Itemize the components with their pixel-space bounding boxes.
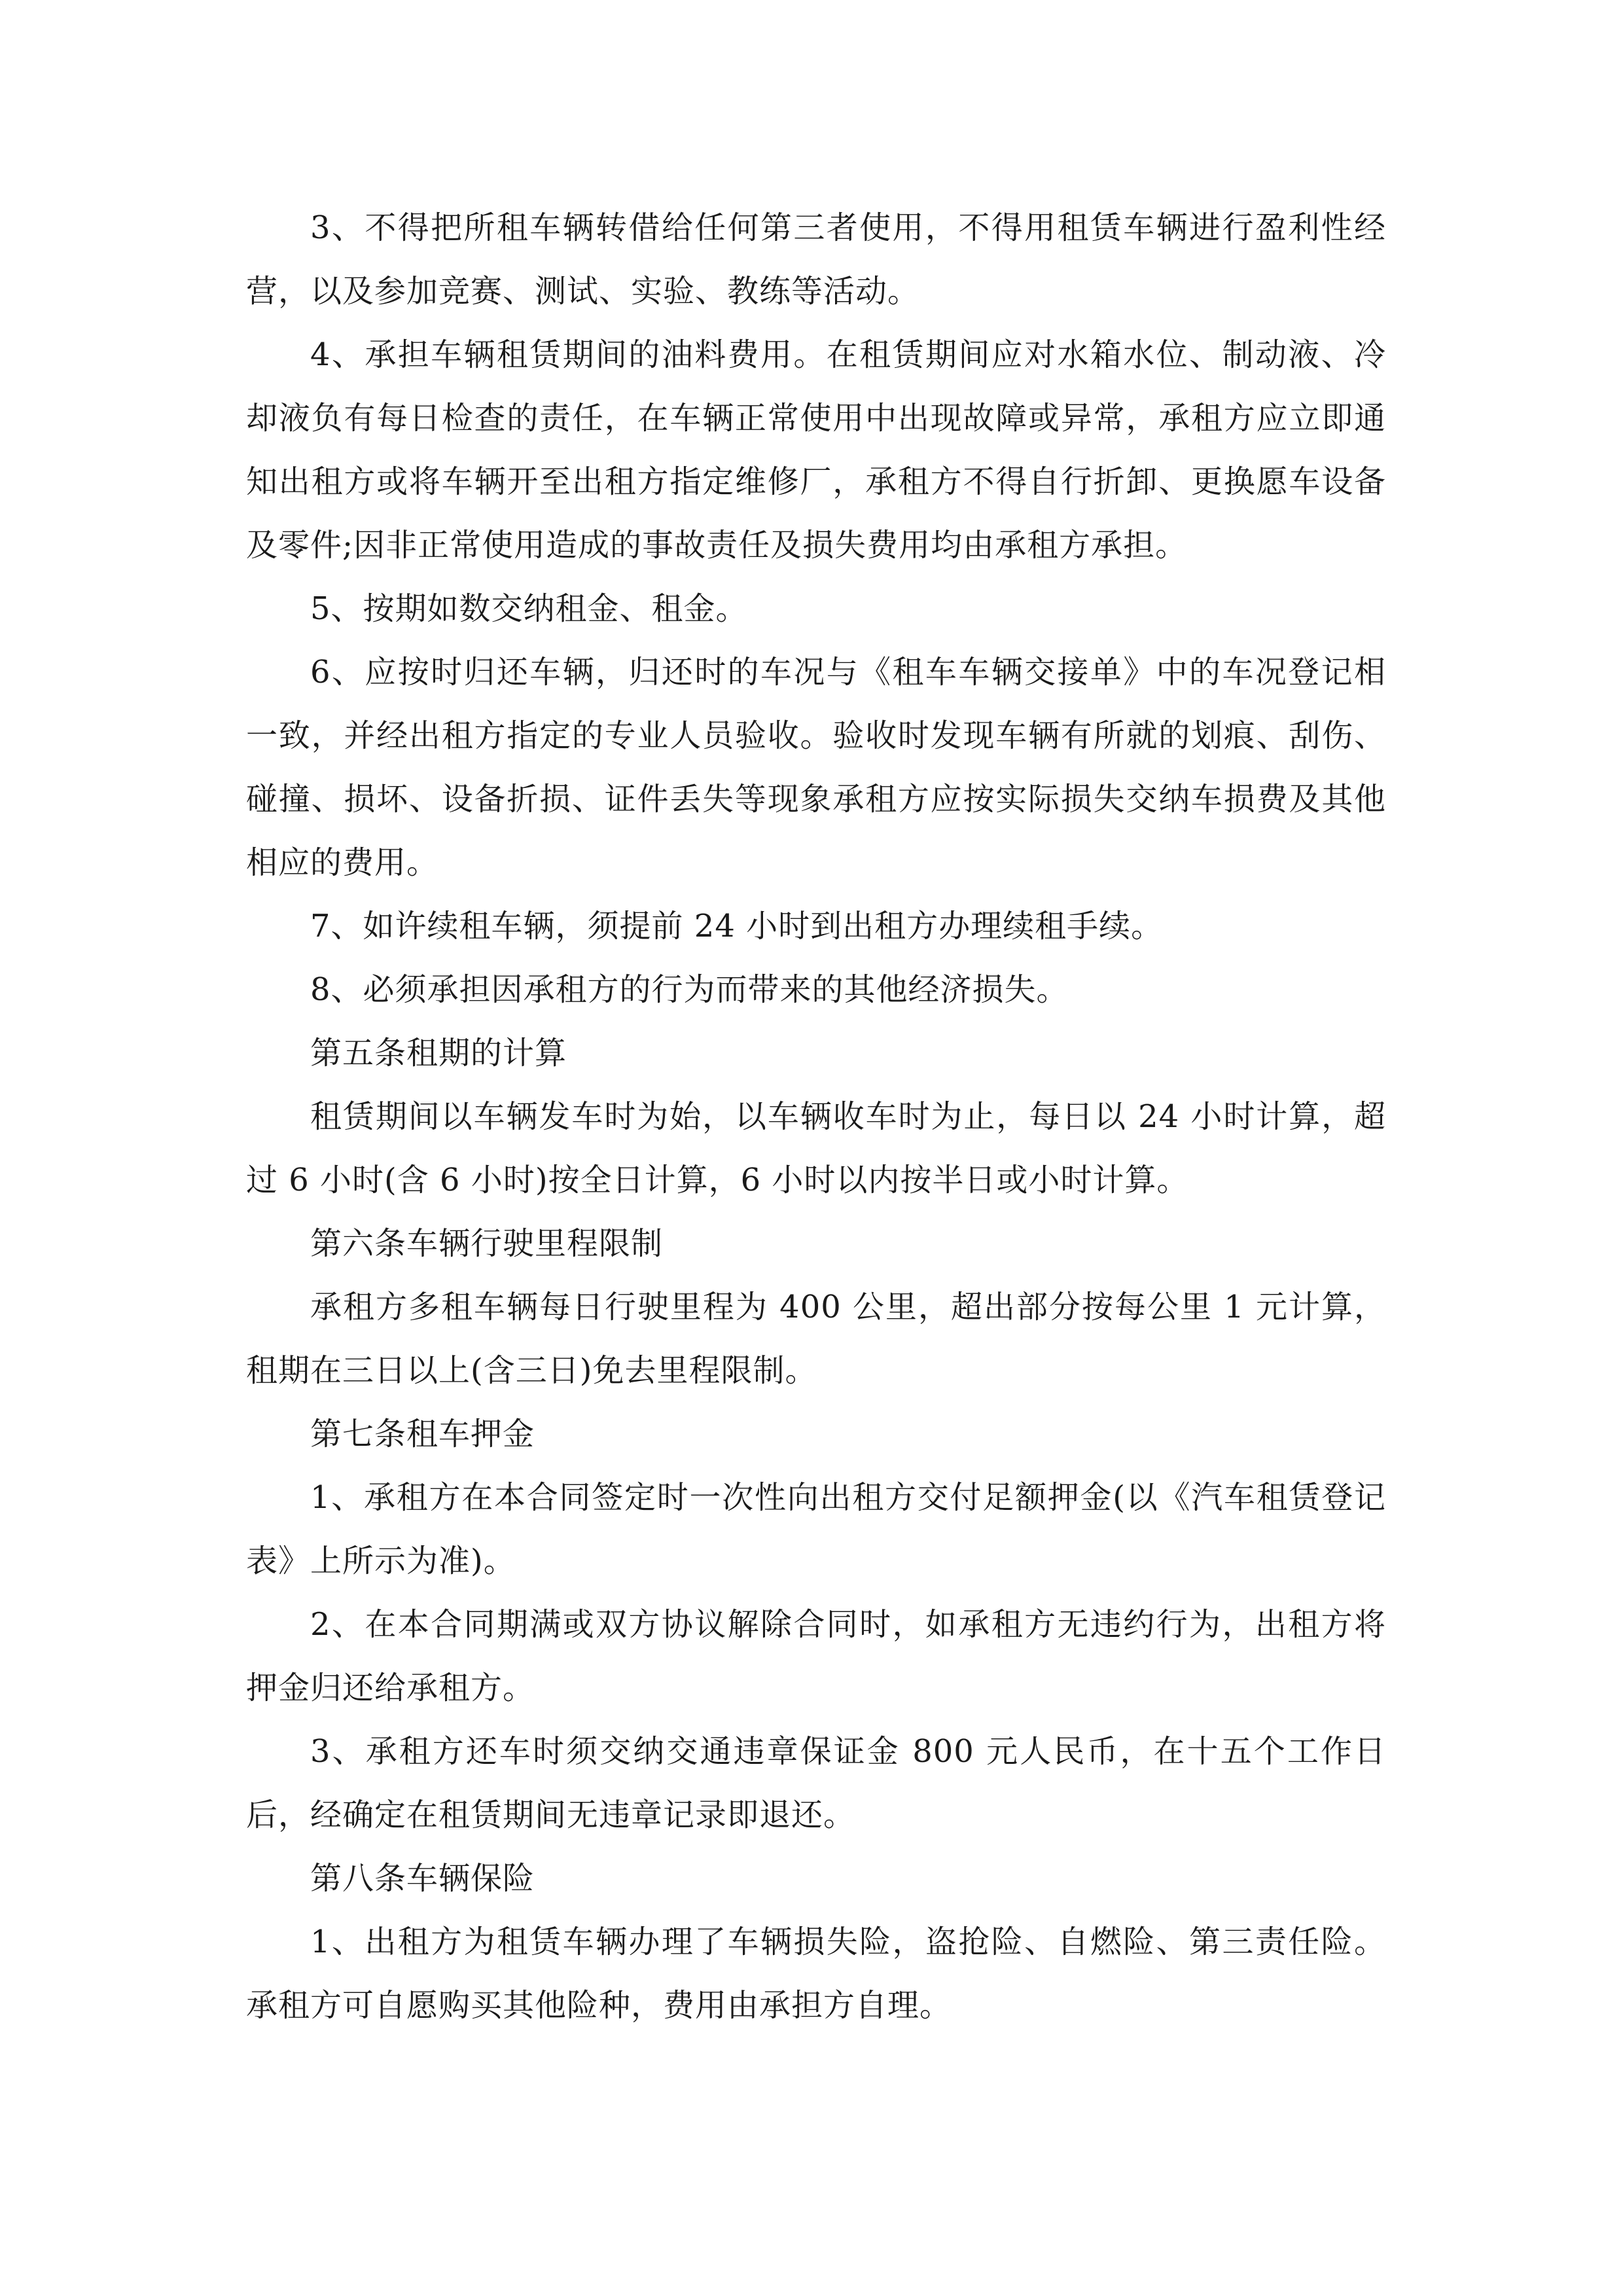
document-body (246, 196, 1386, 2037)
clause-item-4: 4、承担车辆租赁期间的油料费用。在租赁期间应对水箱水位、制动液、冷却液负有每日检查的责任，在车辆正常使用中出现故障或异常，承租方应立即通知出租方或将车辆开至出租方指定维修厂，承租方不得自行折卸、更换愿车设备及零件;因非正常使用造成的事故责任及损失费用均由承租方承担。 (246, 336, 1386, 564)
article-7-item-2: 2、在本合同期满或双方协议解除合同时，如承租方无违约行为，出租方将押金归还给承租方。 (246, 1606, 1386, 1706)
clause-item-8: 8、必须承担因承租方的行为而带来的其他经济损失。 (310, 971, 1069, 1008)
article-5-body: 租赁期间以车辆发车时为始，以车辆收车时为止，每日以 24 小时计算，超过 6 小时(含 6 小时)按全日计算，6 小时以内按半日或小时计算。 (246, 1098, 1386, 1198)
article-7-item-3: 3、承租方还车时须交纳交通违章保证金 800 元人民币，在十五个工作日后，经确定在租赁期间无违章记录即退还。 (246, 1733, 1386, 1833)
section-heading-article-6: 第六条车辆行驶里程限制 (310, 1225, 664, 1262)
section-heading-article-5: 第五条租期的计算 (310, 1035, 567, 1071)
section-heading-article-7: 第七条租车押金 (310, 1416, 535, 1452)
article-8-item-1: 1、出租方为租赁车辆办理了车辆损失险，盗抢险、自燃险、第三责任险。承租方可自愿购买其他险种，费用由承担方自理。 (246, 1924, 1386, 2024)
article-7-item-1: 1、承租方在本合同签定时一次性向出租方交付足额押金(以《汽车租赁登记表》上所示为准)。 (246, 1479, 1386, 1579)
clause-item-5: 5、按期如数交纳租金、租金。 (310, 590, 748, 627)
section-heading-article-8: 第八条车辆保险 (310, 1860, 535, 1897)
clause-item-3: 3、不得把所租车辆转借给任何第三者使用，不得用租赁车辆进行盈利性经营，以及参加竞赛、测试、实验、教练等活动。 (246, 209, 1386, 310)
clause-item-7: 7、如许续租车辆，须提前 24 小时到出租方办理续租手续。 (310, 908, 1164, 944)
clause-item-6: 6、应按时归还车辆，归还时的车况与《租车车辆交接单》中的车况登记相一致，并经出租方指定的专业人员验收。验收时发现车辆有所就的划痕、刮伤、碰撞、损坏、设备折损、证件丢失等现象承租方应按实际损失交纳车损费及其他相应的费用。 (246, 654, 1386, 881)
article-6-body: 承租方多租车辆每日行驶里程为 400 公里，超出部分按每公里 1 元计算，租期在三日以上(含三日)免去里程限制。 (246, 1289, 1386, 1389)
